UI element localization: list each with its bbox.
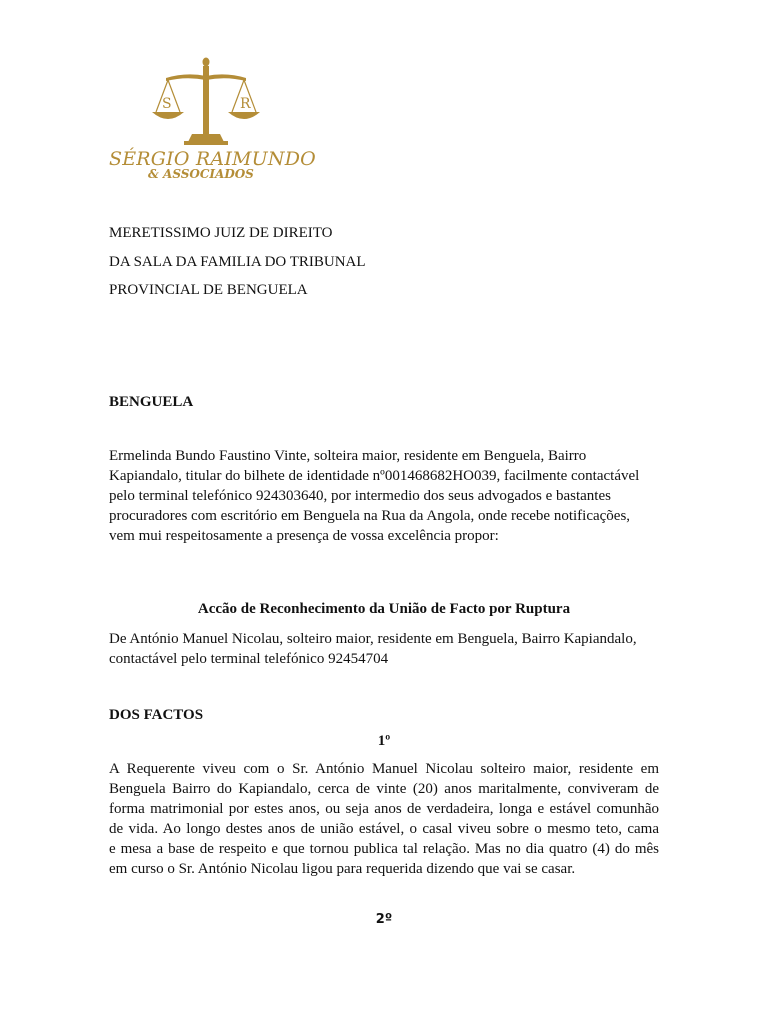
intro-line: Ermelinda Bundo Faustino Vinte, solteira maior, residente em Benguela, Bairro — [109, 448, 587, 464]
defendant-line: contactável pelo terminal telefónico 92454704 — [109, 651, 389, 667]
intro-line: Kapiandalo, titular do bilhete de identidade nº001468682HO039, facilmente contactável — [109, 468, 640, 484]
fact-line: em curso o Sr. António Nicolau ligou para requerida dizendo que vai se casar. — [109, 861, 576, 877]
addressee-line-3: PROVINCIAL DE BENGUELA — [109, 282, 308, 298]
fact-line: de vida. Ao longo destes anos de união estável, o casal viveu sobre o mesmo teto, cama — [109, 821, 659, 837]
intro-line: pelo terminal telefónico 924303640, por intermedio dos seus advogados e bastantes — [109, 488, 611, 504]
addressee-line-1: MERETISSIMO JUIZ DE DIREITO — [109, 225, 333, 241]
intro-paragraph — [109, 446, 659, 546]
article-number-1: 1º — [377, 733, 391, 749]
firm-subtitle: & ASSOCIADOS — [148, 167, 254, 181]
intro-line: procuradores com escritório em Benguela na Rua da Angola, onde recebe notificações, — [109, 508, 631, 524]
logo-letter-s: S — [162, 96, 172, 112]
logo-letter-r: R — [240, 96, 251, 112]
section-heading: DOS FACTOS — [109, 707, 204, 723]
defendant-paragraph — [109, 629, 659, 669]
defendant-line: De António Manuel Nicolau, solteiro maior, residente em Benguela, Bairro Kapiandalo, — [109, 631, 637, 647]
intro-line: vem mui respeitosamente a presença de vossa excelência propor: — [109, 528, 499, 544]
action-title: Accão de Reconhecimento da União de Facto por Ruptura — [197, 601, 571, 617]
fact-line: e mesa a base de respeito e que tornou publica tal relação. Mas no dia quatro (4) do mês — [109, 841, 659, 857]
city-heading: BENGUELA — [109, 394, 194, 410]
scales-of-justice-icon — [146, 54, 266, 146]
fact-line: Benguela Bairro do Kapiandalo, cerca de vinte (20) anos maritalmente, conviveram de — [109, 781, 659, 797]
firm-name: SÉRGIO RAIMUNDO — [109, 148, 316, 170]
fact-1-paragraph — [109, 759, 659, 879]
fact-line: A Requerente viveu com o Sr. António Manuel Nicolau solteiro maior, residente em — [109, 761, 659, 777]
article-number-2: 2º — [375, 912, 393, 927]
addressee-line-2: DA SALA DA FAMILIA DO TRIBUNAL — [109, 254, 366, 270]
fact-line: forma matrimonial por estes anos, ou seja anos de verdadeira, longa e estável comunhão — [109, 801, 659, 817]
